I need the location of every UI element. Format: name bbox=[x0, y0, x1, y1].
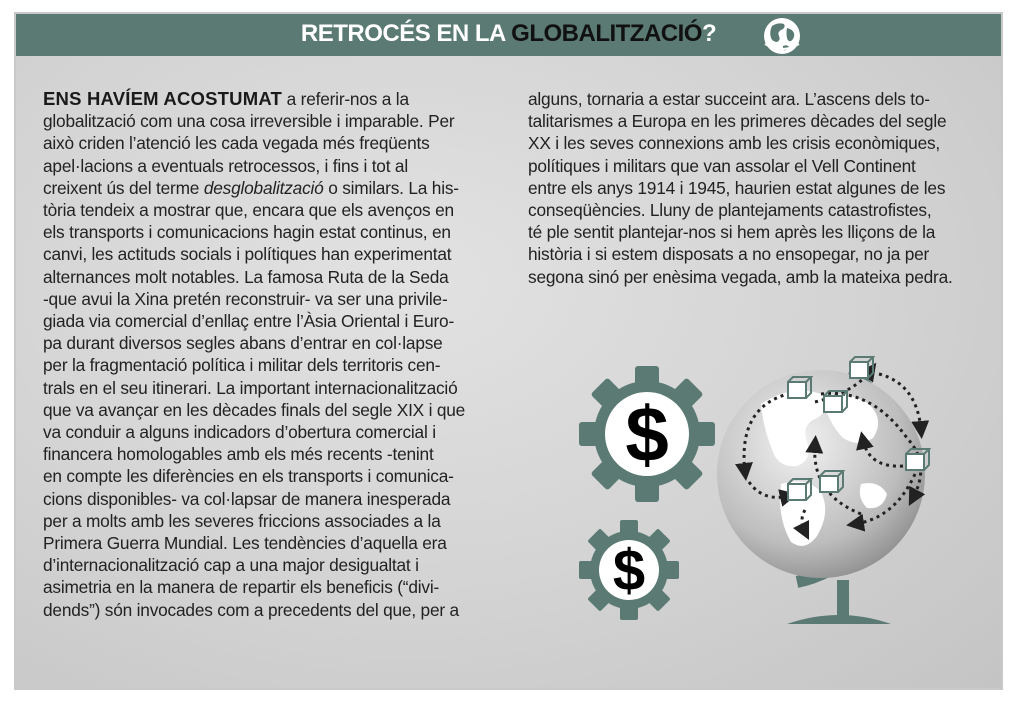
text-line: alguns, tornaria a estar succeint ara. L’ascens dels to- bbox=[528, 89, 930, 109]
gear-dollar-icon bbox=[579, 366, 715, 502]
text-line: dends”) són invocades com a precedents del que, per a bbox=[43, 599, 459, 620]
text-line: segona sinó per enèsima vegada, amb la mateixa pedra. bbox=[528, 266, 953, 287]
header-bar bbox=[16, 14, 1001, 56]
text-line: trals en el seu itinerari. La important internacionalització bbox=[43, 377, 458, 398]
gear-dollar-icon bbox=[579, 520, 679, 620]
text-line: història i si estem disposats a no ensopegar, no ja per bbox=[528, 244, 930, 265]
globe-icon bbox=[760, 16, 804, 56]
text-line: -que avui la Xina pretén reconstruir- va ser una privile- bbox=[43, 288, 448, 309]
text-line: globalització com una cosa irreversible i imparable. Per bbox=[43, 111, 455, 132]
globalization-illustration bbox=[561, 334, 981, 634]
dollar-symbol: $ bbox=[612, 538, 646, 603]
text-line: que va avançar en les dècades finals del segle XIX i que bbox=[43, 399, 466, 420]
text-line: talitarismes a Europa en les primeres dècades del segle bbox=[528, 111, 947, 132]
text-line: per la fragmentació política i militar dels territoris cen- bbox=[43, 355, 441, 376]
text-line: per a molts amb les severes friccions associades a la bbox=[43, 510, 441, 531]
page-title: RETROCÉS EN LA GLOBALITZACIÓ? bbox=[300, 20, 717, 47]
text-line: alternances molt notables. La famosa Ruta de la Seda bbox=[43, 266, 449, 287]
text-line: canvi, les actituds socials i polítiques han experimentat bbox=[43, 244, 452, 265]
text-line: XX i les seves connexions amb les crisis econòmiques, bbox=[528, 133, 941, 154]
text-line: d’internacionalització cap a una major desigualtat i bbox=[43, 555, 419, 576]
globe-stand-icon bbox=[717, 370, 925, 624]
lead-in: ENS HAVÍEM ACOSTUMAT bbox=[43, 88, 283, 109]
text-line: entre els anys 1914 i 1945, haurien estat algunes de les bbox=[528, 177, 946, 198]
text-line: apel·lacions a eventuals retrocessos, i fins i tot al bbox=[43, 155, 408, 176]
text-line: els transports i comunicacions hagin estat continus, en bbox=[43, 222, 451, 243]
text-line: conseqüències. Lluny de plantejaments catastrofistes, bbox=[528, 200, 932, 221]
article-column-right bbox=[528, 88, 983, 288]
text-line-emphasis: creixent ús del terme desglobalització o similars. La his- bbox=[43, 177, 459, 198]
text-line: cions disponibles- va col·lapsar de manera inesperada bbox=[43, 488, 451, 509]
text-line: asimetria en la manera de repartir els beneficis (“divi- bbox=[43, 577, 440, 598]
text-line: Primera Guerra Mundial. Les tendències d’aquella era bbox=[43, 533, 447, 554]
article-column-left bbox=[43, 88, 501, 621]
infobox-panel bbox=[14, 12, 1003, 690]
dollar-symbol: $ bbox=[625, 390, 669, 478]
text-line: ENS HAVÍEM ACOSTUMAT a referir-nos a la bbox=[43, 88, 409, 109]
text-line: tòria tendeix a mostrar que, encara que els avenços en bbox=[43, 200, 454, 221]
text-line: polítiques i militars que van assolar el Vell Continent bbox=[528, 155, 916, 176]
text-line: pa durant diversos segles abans d’entrar en col·lapse bbox=[43, 333, 443, 354]
text-line: té ple sentit plantejar-nos si hem après les lliçons de la bbox=[528, 222, 936, 243]
emphasized-term: desglobalització bbox=[203, 177, 324, 198]
text-line: financera homologables amb els més recents -tenint bbox=[43, 444, 434, 465]
text-line: en compte les diferències en els transports i comunica- bbox=[43, 466, 454, 487]
text-line: va conduir a alguns indicadors d’obertura comercial i bbox=[43, 422, 436, 443]
text-line: giada via comercial d’enllaç entre l’Àsia Oriental i Euro- bbox=[43, 311, 455, 332]
text-line: això criden l’atenció les cada vegada més freqüents bbox=[43, 133, 430, 154]
